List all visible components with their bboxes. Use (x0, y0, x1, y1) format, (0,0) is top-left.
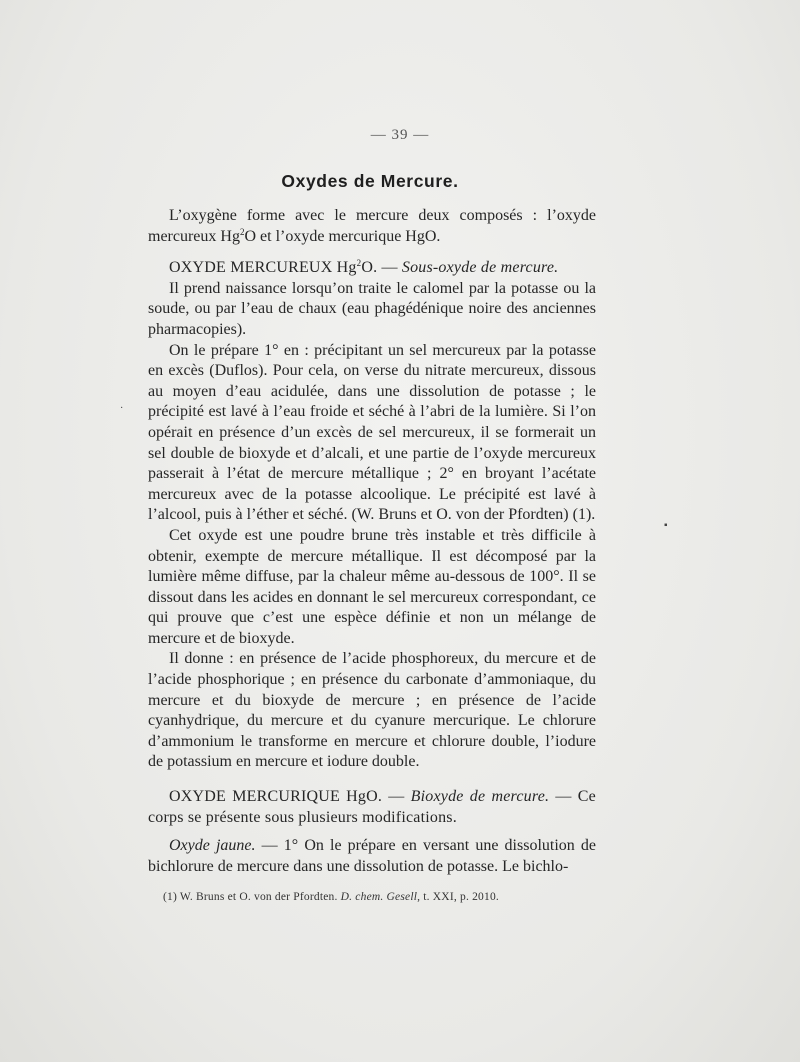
page-number: — 39 — (370, 127, 430, 143)
paragraph-naissance: Il prend naissance lorsqu’on traite le calomel par la potasse ou la soude, ou par l’eau de chaux (eau phagédénique noire des anciennes pharmacopies). (148, 279, 596, 338)
main-text (148, 206, 596, 877)
section-heading-mercurique: OXYDE MERCURIQUE HgO. — Bioxyde de mercure. — Ce corps se présente sous plusieurs modifications. (148, 788, 596, 826)
paragraph-proprietes: Cet oxyde est une poudre brune très instable et très difficile à obtenir, exempte de mercure métallique. Il est décomposé par la lumière même diffuse, par la chaleur même au-dessous de 100°. Il se dissout dans les acides en donnant le sel mercureux correspondant, ce qui prouve que c’est une espèce définie et non un mélange de mercure et de bioxyde. (148, 526, 596, 647)
footnote: (1) W. Bruns et O. von der Pfordten. D. chem. Gesell, t. XXI, p. 2010. (163, 891, 499, 903)
page-title: Oxydes de Mercure. (281, 171, 459, 191)
margin-speck: · (120, 403, 124, 414)
section-heading-mercureux: OXYDE MERCUREUX Hg$^2$O. — Sous-oxyde de mercure. (169, 258, 559, 277)
paragraph-reactions: Il donne : en présence de l’acide phosphoreux, du mercure et de l’acide phosphorique ; en présence du carbonate d’ammoniaque, du mercure et du bioxyde de mercure ; en présence de l’acide cyanhydrique, du mercure et du cyanure mercurique. Le chlorure d’ammonium le transforme en mercure et chlorure double, l’iodure de potassium en mercure et iodure double. (148, 650, 596, 771)
paragraph-preparation: On le prépare 1° en : précipitant un sel mercureux par la potasse en excès (Duflos). Pour cela, on verse du nitrate mercureux, dissous au moyen d’eau acidulée, dans une dissolution de potasse ; le précipité est lavé à l’eau froide et séché à l’abri de la lumière. Si l’on opérait en présence d’un excès de sel mercureux, il se formerait un sel double de bioxyde et d’alcali, et une partie de l’oxyde mercureux passerait à l’état de mercure métallique ; 2° en broyant l’acétate mercureux avec de la potasse alcoolique. Le précipité est lavé à l’alcool, puis à l’éther et séché. (W. Bruns et O. von der Pfordten) (1). (148, 341, 596, 524)
intro-paragraph: L’oxygène forme avec le mercure deux composés : l’oxyde mercureux Hg$^2$O et l’oxyde mercurique HgO. (148, 207, 596, 245)
paragraph-oxyde-jaune: Oxyde jaune. — 1° On le prépare en versant une dissolution de bichlorure de mercure dans une dissolution de potasse. Le bichlo- (148, 837, 597, 875)
margin-speck: ▪ (664, 520, 668, 531)
